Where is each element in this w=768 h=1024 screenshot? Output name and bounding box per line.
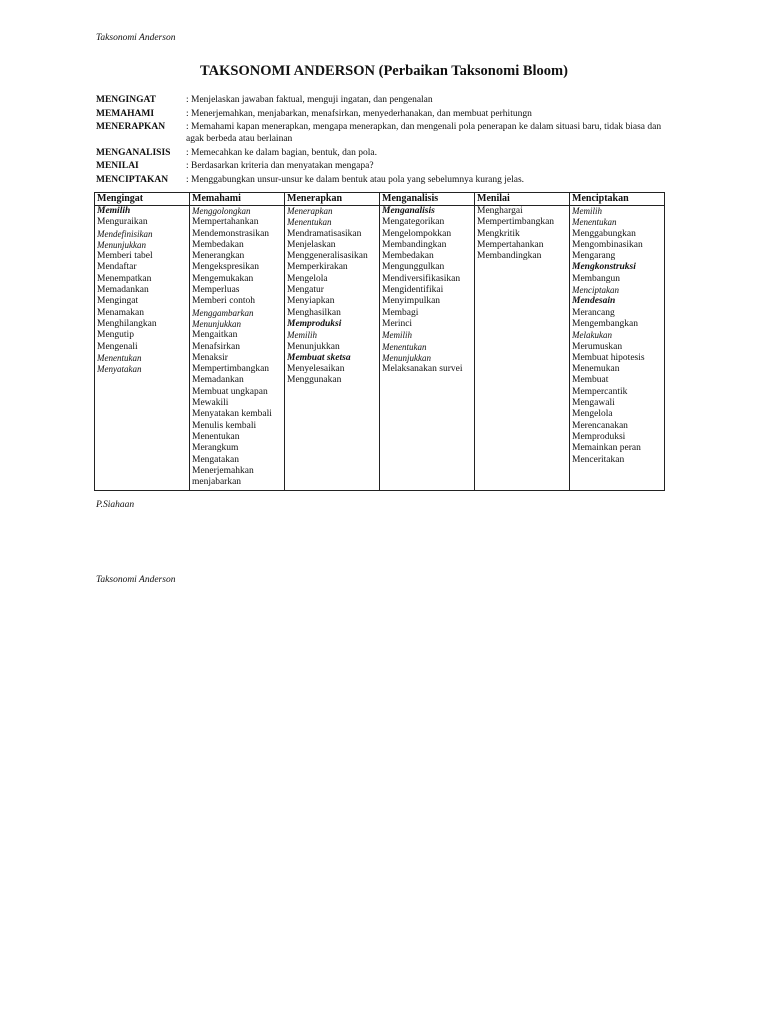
verb-item: Memilih [572, 206, 602, 216]
verb-item: Membuat hipotesis [572, 352, 645, 363]
verb-item: Mengarang [572, 251, 616, 262]
verb-item: Memberi tabel [97, 251, 153, 262]
verb-item: Menggolongkan [192, 206, 251, 216]
verb-item: Mengombinasikan [572, 239, 643, 250]
verb-item: Memilih [287, 330, 317, 341]
verb-item: Merencanakan [572, 420, 628, 431]
verb-item: Mengatakan [192, 454, 239, 465]
definition-description: : Menggabungkan unsur-unsur ke dalam bentuk atau pola yang sebelumnya kurang jelas. [186, 174, 525, 185]
verb-item: Menerjemahkan [192, 465, 254, 476]
definition-term: MENCIPTAKAN [96, 174, 169, 185]
table-row [95, 206, 665, 491]
verb-item: Menafsirkan [192, 341, 241, 352]
definition-list [96, 94, 676, 187]
verb-item: Mengawali [572, 398, 615, 409]
verb-item: Memainkan peran [572, 443, 641, 454]
verb-item: Menunjukkan [287, 341, 340, 352]
column-header-mengingat: Mengingat [95, 193, 190, 206]
verb-item: Menyatakan [97, 364, 142, 375]
definition-term: MENERAPKAN [96, 122, 166, 132]
definition-description: : Menjelaskan jawaban faktual, menguji ingatan, dan pengenalan [186, 95, 433, 105]
verb-item: Mengekspresikan [192, 262, 260, 273]
verb-item: Mengelompokkan [382, 228, 452, 239]
verb-cell [190, 206, 285, 491]
verb-item: Mengemukakan [192, 273, 254, 284]
table-header-row [95, 193, 665, 206]
author-signature: P.Siahaan [96, 500, 135, 510]
definition-row [96, 108, 676, 120]
verb-item: Menunjukkan [382, 352, 431, 363]
verb-item: Mempercantik [572, 386, 628, 397]
verb-item: Menggeneralisasikan [287, 251, 368, 262]
verb-item: Menemukan [572, 364, 620, 375]
verb-item: Mengembangkan [572, 318, 638, 329]
definition-row [96, 147, 676, 159]
verb-item: Mempertahankan [477, 239, 544, 250]
verb-item: Memperluas [192, 285, 240, 296]
definition-row [96, 160, 676, 172]
definition-row [96, 121, 676, 145]
verb-item: Mengategorikan [382, 217, 445, 228]
verb-item: Membandingkan [477, 251, 542, 262]
verb-item: Mengkritik [477, 228, 520, 239]
verb-cell [285, 206, 380, 491]
verb-item: Mengingat [97, 296, 139, 307]
running-header: Taksonomi Anderson [96, 33, 176, 43]
verb-item: Mempertahankan [192, 217, 259, 228]
verb-item: Menciptakan [572, 285, 619, 296]
verb-item: Mengidentifikai [382, 285, 444, 296]
verb-item: Menerapkan [287, 206, 333, 216]
verb-item: Menyelesaikan [287, 364, 345, 375]
running-footer: Taksonomi Anderson [96, 575, 176, 585]
definition-term: MEMAHAMI [96, 108, 155, 119]
verb-item: Memproduksi [572, 431, 626, 442]
taxonomy-table [94, 192, 665, 491]
verb-item: Menaksir [192, 352, 228, 363]
verb-item: Merinci [382, 318, 413, 329]
verb-item: Mengelola [287, 273, 328, 284]
verb-item: Menentukan [97, 352, 142, 363]
verb-item: Merancang [572, 307, 615, 318]
verb-item: Menulis kembali [192, 420, 257, 431]
verb-item: Melakukan [572, 330, 612, 341]
verb-cell [570, 206, 665, 491]
verb-item: Memperkirakan [287, 262, 348, 273]
verb-item: Mengaitkan [192, 330, 238, 341]
verb-item: Mempertimbangkan [477, 217, 555, 228]
definition-description: : Berdasarkan kriteria dan menyatakan mengapa? [186, 161, 374, 171]
column-header-menciptakan: Menciptakan [570, 193, 665, 206]
verb-item: Menunjukkan [192, 318, 241, 329]
verb-item: Menggabungkan [572, 228, 636, 239]
definition-description: : Memecahkan ke dalam bagian, bentuk, dan pola. [186, 147, 377, 158]
verb-item: Mengunggulkan [382, 262, 445, 273]
definition-description: : Memahami kapan menerapkan, mengapa menerapkan, dan mengenali pola penerapan ke dalam situasi baru, tidak biasa dan agak berbeda atau berlainan [186, 122, 662, 144]
verb-cell [95, 206, 190, 491]
page-title: TAKSONOMI ANDERSON (Perbaikan Taksonomi Bloom) [200, 63, 568, 79]
verb-item: Menjelaskan [287, 239, 336, 250]
verb-item: Menunjukkan [97, 239, 146, 250]
verb-item: Menyimpulkan [382, 296, 441, 307]
verb-item: Menguraikan [97, 217, 148, 228]
verb-item: Mendesain [572, 296, 616, 307]
verb-item: Membangun [572, 273, 621, 284]
verb-item: Memproduksi [287, 318, 342, 329]
verb-item: Membuat ungkapan [192, 386, 268, 397]
definition-row [96, 94, 676, 106]
verb-item: Menyiapkan [287, 296, 335, 307]
verb-item: Membuat [572, 375, 609, 386]
verb-item: Membedakan [382, 251, 434, 262]
verb-item: Membagi [382, 307, 419, 318]
verb-item: Menentukan [192, 431, 240, 442]
verb-item: Menceritakan [572, 454, 625, 465]
verb-item: Menghargai [477, 206, 523, 216]
verb-item: Menentukan [287, 217, 332, 228]
verb-item: Mengkonstruksi [572, 262, 636, 273]
verb-item: Menempatkan [97, 273, 152, 284]
verb-item: Mendefinisikan [97, 228, 153, 239]
column-header-menerapkan: Menerapkan [285, 193, 380, 206]
verb-item: Mempertimbangkan [192, 364, 270, 375]
definition-term: MENGINGAT [96, 95, 156, 105]
verb-item: Mewakili [192, 398, 229, 409]
column-header-menganalisis: Menganalisis [380, 193, 475, 206]
verb-item: Mendemonstrasikan [192, 228, 270, 239]
verb-item: Memadankan [97, 285, 149, 296]
verb-item: Mendaftar [97, 262, 137, 273]
verb-item: Menyatakan kembali [192, 409, 272, 420]
verb-item: Membedakan [192, 239, 244, 250]
verb-item: Mengutip [97, 330, 134, 341]
column-header-memahami: Memahami [190, 193, 285, 206]
verb-cell [475, 206, 570, 491]
verb-item: Menggunakan [287, 375, 342, 386]
verb-item: menjabarkan [192, 477, 242, 488]
verb-item: Memadankan [192, 375, 244, 386]
verb-item: Menghasilkan [287, 307, 341, 318]
verb-item: Menggambarkan [192, 307, 254, 318]
definition-row [96, 174, 676, 186]
verb-item: Menentukan [572, 217, 617, 228]
verb-item: Memberi contoh [192, 296, 256, 307]
verb-item: Memilih [97, 206, 131, 216]
verb-item: Merumuskan [572, 341, 623, 352]
verb-item: Mendiversifikasikan [382, 273, 461, 284]
verb-item: Mendramatisasikan [287, 228, 362, 239]
verb-item: Menerangkan [192, 251, 245, 262]
verb-item: Mengelola [572, 409, 613, 420]
verb-item: Menentukan [382, 341, 427, 352]
verb-cell [380, 206, 475, 491]
verb-item: Merangkum [192, 443, 239, 454]
definition-term: MENILAI [96, 161, 139, 171]
verb-item: Menamakan [97, 307, 144, 318]
verb-item: Memilih [382, 330, 412, 341]
verb-item: Membandingkan [382, 239, 447, 250]
verb-item: Melaksanakan survei [382, 364, 463, 375]
column-header-menilai: Menilai [475, 193, 570, 206]
verb-item: Menghilangkan [97, 318, 157, 329]
definition-term: MENGANALISIS [96, 147, 171, 158]
verb-item: Mengatur [287, 285, 324, 296]
definition-description: : Menerjemahkan, menjabarkan, menafsirkan, menyederhanakan, dan membuat perhitungn [186, 108, 532, 119]
verb-item: Menganalisis [382, 206, 435, 216]
verb-item: Membuat sketsa [287, 352, 351, 363]
verb-item: Mengenali [97, 341, 138, 352]
